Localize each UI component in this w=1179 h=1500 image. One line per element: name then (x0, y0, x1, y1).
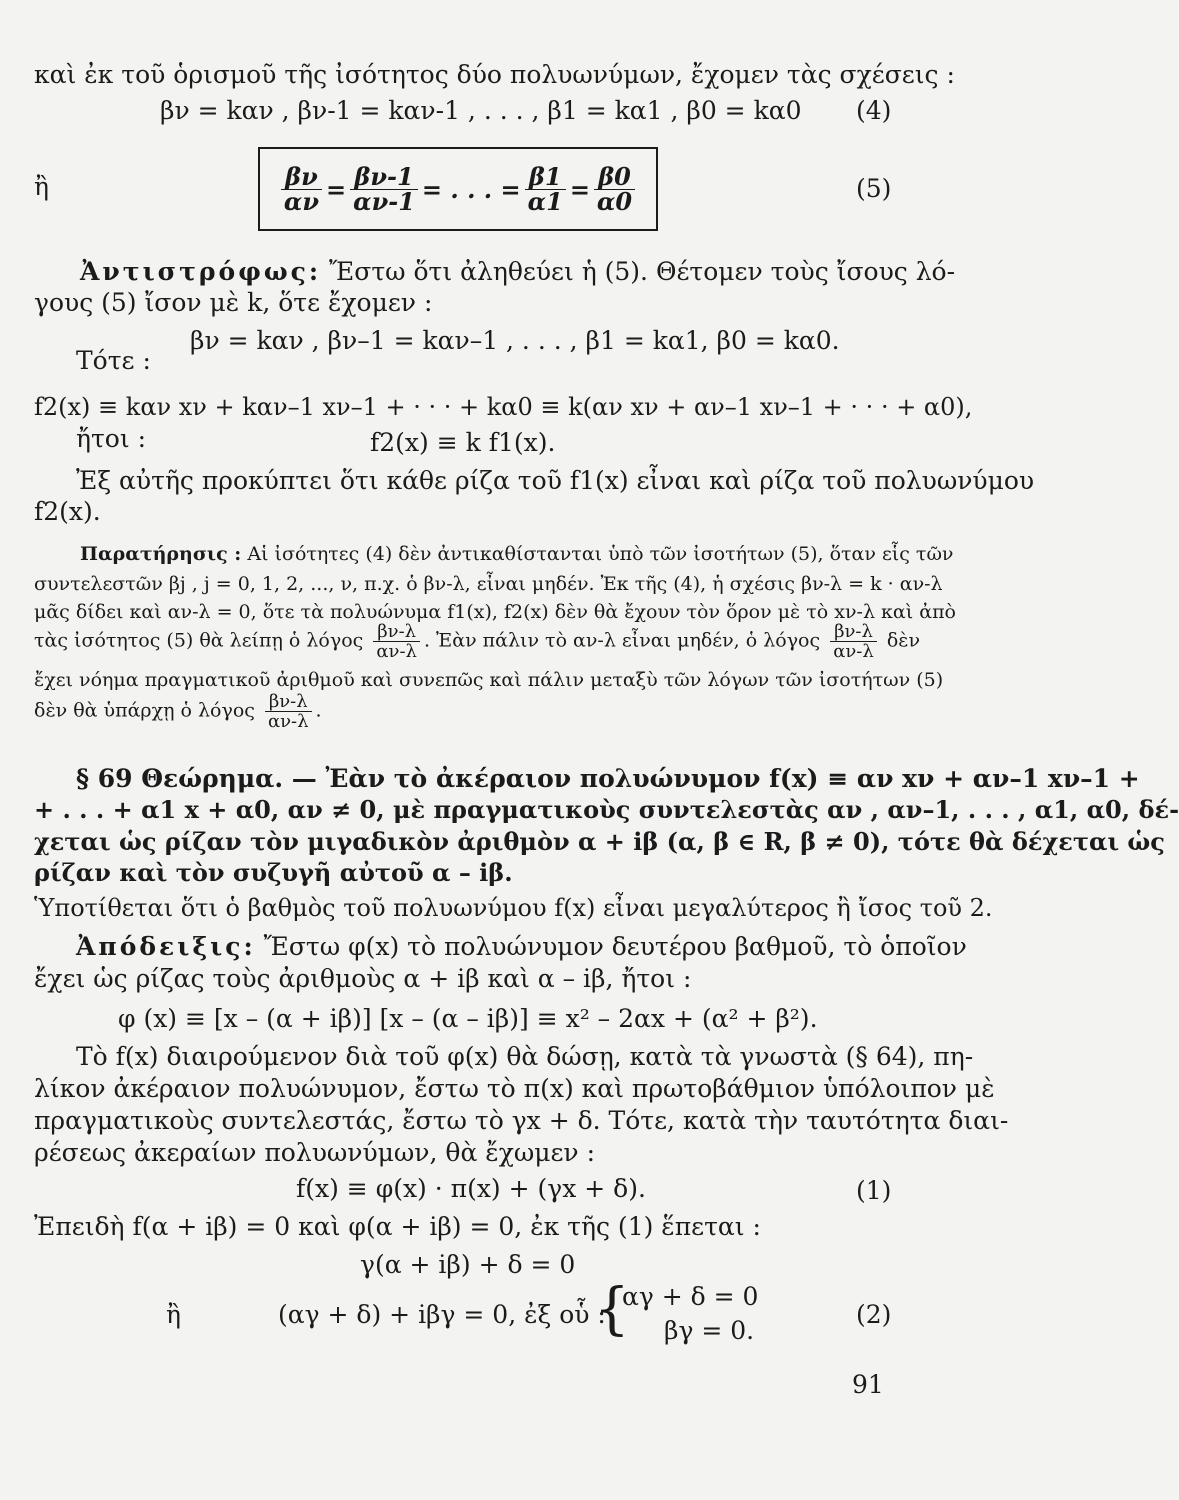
equation-4-number: (4) (856, 96, 892, 125)
equation-phi: φ (x) ≡ [x – (α + iβ)] [x – (α – iβ)] ≡ x² – 2αx + (α² + β²). (118, 1004, 818, 1033)
paragraph-line-2: λίκον ἀκέραιον πολυώνυμον, ἔστω τὸ π(x) καὶ πρωτοβάθμιον ὑπόλοιπον μὲ (34, 1074, 995, 1103)
fraction-4: $\frac{\beta 0}{\alpha 0}$ (594, 165, 635, 214)
proof-line-2: ἔχει ὡς ρίζας τοὺς ἀριθμοὺς α + iβ καὶ α – iβ, ἤτοι : (34, 964, 692, 993)
ratio-fraction-b: $\frac{\beta\nu-\lambda}{\alpha\nu-\lambda}$ (830, 622, 877, 661)
conclusion-line: Ἐξ αὐτῆς προκύπτει ὅτι κάθε ρίζα τοῦ f1(x) εἶναι καὶ ρίζα τοῦ πολυωνύμου (76, 466, 1035, 495)
remark-line-4 (34, 622, 920, 661)
ellipsis-equals: = . . . = (421, 174, 521, 204)
intro-line: καὶ ἐκ τοῦ ὁρισμοῦ τῆς ἰσότητος δύο πολυωνύμων, ἔχομεν τὰς σχέσεις : (34, 60, 955, 89)
system-brace: { (594, 1277, 630, 1342)
equation-f2k: f2(x) ≡ k f1(x). (370, 428, 556, 457)
remark-line-6: δὲν θὰ ὑπάρχῃ ὁ λόγος $\frac{\beta\nu-\lambda}{\alpha\nu-\lambda}$ . (34, 691, 322, 732)
fraction-3: $\frac{\beta 1}{\alpha 1}$ (525, 165, 566, 214)
remark-line-1 (80, 542, 953, 566)
theorem-line-3: χεται ὡς ρίζαν τὸν μιγαδικὸν ἀριθμὸν α + iβ (α, β ∈ R, β ≠ 0), τότε θὰ δέχεται ὡς (34, 827, 1165, 856)
remark-heading: Παρατήρησις : (80, 543, 242, 565)
equation-f2: f2(x) ≡ kαν xν + kαν–1 xν–1 + · · · + kα0 ≡ k(αν xν + αν–1 xν–1 + · · · + α0), (34, 393, 973, 421)
equation-b: βν = kαν , βν–1 = kαν–1 , . . . , β1 = kα1, β0 = kα0. (190, 326, 840, 355)
equation-4: βν = kαν , βν-1 = kαν-1 , . . . , β1 = kα1 , β0 = kα0 (160, 96, 802, 125)
itoi-label: ἤτοι : (76, 424, 147, 453)
converse-line (80, 257, 955, 287)
equation-gamma-2: (αγ + δ) + iβγ = 0, ἐξ οὗ : (278, 1300, 606, 1329)
converse-text: Ἔστω ὅτι ἀληθεύει ἡ (5). Θέτομεν τοὺς ἴσους λό- (329, 257, 956, 286)
remark-text-4b: . Ἐὰν πάλιν τὸ αν-λ εἶναι μηδέν, ὁ λόγος (423, 629, 821, 652)
fraction-1: $\frac{\beta\nu}{\alpha\nu}$ (281, 165, 322, 214)
equation-5-number: (5) (856, 174, 892, 203)
remark-text-4a: τὰς ἰσότητος (5) θὰ λείπῃ ὁ λόγος (34, 629, 364, 652)
theorem-line-2: + . . . + α1 x + α0, αν ≠ 0, μὲ πραγματικοὺς συντελεστὰς αν , αν–1, . . . , α1, α0, δέ- (34, 795, 1179, 824)
equation-gamma: γ(α + iβ) + δ = 0 (360, 1250, 576, 1279)
remark-text-1: Αἱ ἰσότητες (4) δὲν ἀντικαθίστανται ὑπὸ τῶν ἰσοτήτων (5), ὅταν εἷς τῶν (247, 543, 954, 565)
equation-2-number: (2) (856, 1300, 892, 1329)
proof-text-1: Ἔστω φ(x) τὸ πολυώνυμον δευτέρου βαθμοῦ, τὸ ὁποῖον (263, 932, 967, 961)
theorem-line-1 (76, 764, 1140, 794)
since-line: Ἐπειδὴ f(α + iβ) = 0 καὶ φ(α + iβ) = 0, ἐκ τῆς (1) ἕπεται : (34, 1212, 761, 1241)
tote-label: Τότε : (76, 346, 151, 375)
paragraph-line-4: ρέσεως ἀκεραίων πολυωνύμων, θὰ ἔχωμεν : (34, 1138, 595, 1167)
page-number: 91 (852, 1370, 884, 1399)
proof-heading: Ἀπόδειξις: (76, 932, 256, 961)
remark-text-6: δὲν θὰ ὑπάρχῃ ὁ λόγος (34, 699, 255, 722)
fraction-2: $\frac{\beta\nu-1}{\alpha\nu-1}$ (350, 165, 418, 214)
remark-line-2: συντελεστῶν βj , j = 0, 1, 2, ..., ν, π.χ. ὁ βν-λ, εἶναι μηδέν. Ἐκ τῆς (4), ἡ σχέσις βν-λ = k · αν-λ (34, 573, 943, 595)
remark-line-3: μᾶς δίδει καὶ αν-λ = 0, ὅτε τὰ πολυώνυμα f1(x), f2(x) δὲν θὰ ἔχουν τὸν ὅρον μὲ τὸ xν-λ καὶ ἀπὸ (34, 601, 957, 623)
ratio-fraction-c: $\frac{\beta\nu-\lambda}{\alpha\nu-\lambda}$ (265, 692, 312, 731)
converse-heading: Ἀντιστρόφως: (80, 257, 322, 286)
system-equation-1: αγ + δ = 0 (622, 1282, 759, 1311)
eta-word-2: ἢ (166, 1300, 181, 1329)
remark-text-4c: δὲν (886, 629, 921, 652)
equation-1-number: (1) (856, 1176, 892, 1205)
theorem-text-1: Ἐὰν τὸ ἀκέραιον πολυώνυμον f(x) ≡ αν xν + αν–1 xν–1 + (325, 764, 1140, 793)
equation-1: f(x) ≡ φ(x) · π(x) + (γx + δ). (296, 1174, 646, 1203)
system-equation-2: βγ = 0. (664, 1316, 755, 1345)
ratio-fraction-a: $\frac{\beta\nu-\lambda}{\alpha\nu-\lambda}$ (373, 622, 420, 661)
eta-word: ἢ (34, 172, 49, 201)
converse-line-2: γους (5) ἴσον μὲ k, ὅτε ἔχομεν : (34, 288, 433, 317)
theorem-line-4: ρίζαν καὶ τὸν συζυγῆ αὐτοῦ α – iβ. (34, 858, 513, 887)
paragraph-line-1: Τὸ f(x) διαιρούμενον διὰ τοῦ φ(x) θὰ δώσῃ, κατὰ τὰ γνωστὰ (§ 64), πη- (76, 1042, 974, 1071)
remark-line-5: ἔχει νόημα πραγματικοῦ ἀριθμοῦ καὶ συνεπῶς καὶ πάλιν μεταξὺ τῶν λόγων τῶν ἰσοτήτων (5) (34, 669, 944, 691)
assumption-line: Ὑποτίθεται ὅτι ὁ βαθμὸς τοῦ πολυωνύμου f(x) εἶναι μεγαλύτερος ἢ ἴσος τοῦ 2. (34, 894, 993, 922)
proof-line-1 (76, 932, 967, 962)
boxed-equation-5: $\frac{\beta\nu}{\alpha\nu}$ = $\frac{\beta\nu-1}{\alpha\nu-1}$ = . . . = $\frac{\beta 1}{\alpha 1}$ = $\frac{\beta 0}{\alpha 0}$ (258, 147, 658, 231)
theorem-heading: § 69 Θεώρημα. — (76, 764, 317, 793)
conclusion-line-2: f2(x). (34, 497, 101, 526)
paragraph-line-3: πραγματικοὺς συντελεστάς, ἔστω τὸ γx + δ. Τότε, κατὰ τὴν ταυτότητα διαι- (34, 1106, 1009, 1135)
